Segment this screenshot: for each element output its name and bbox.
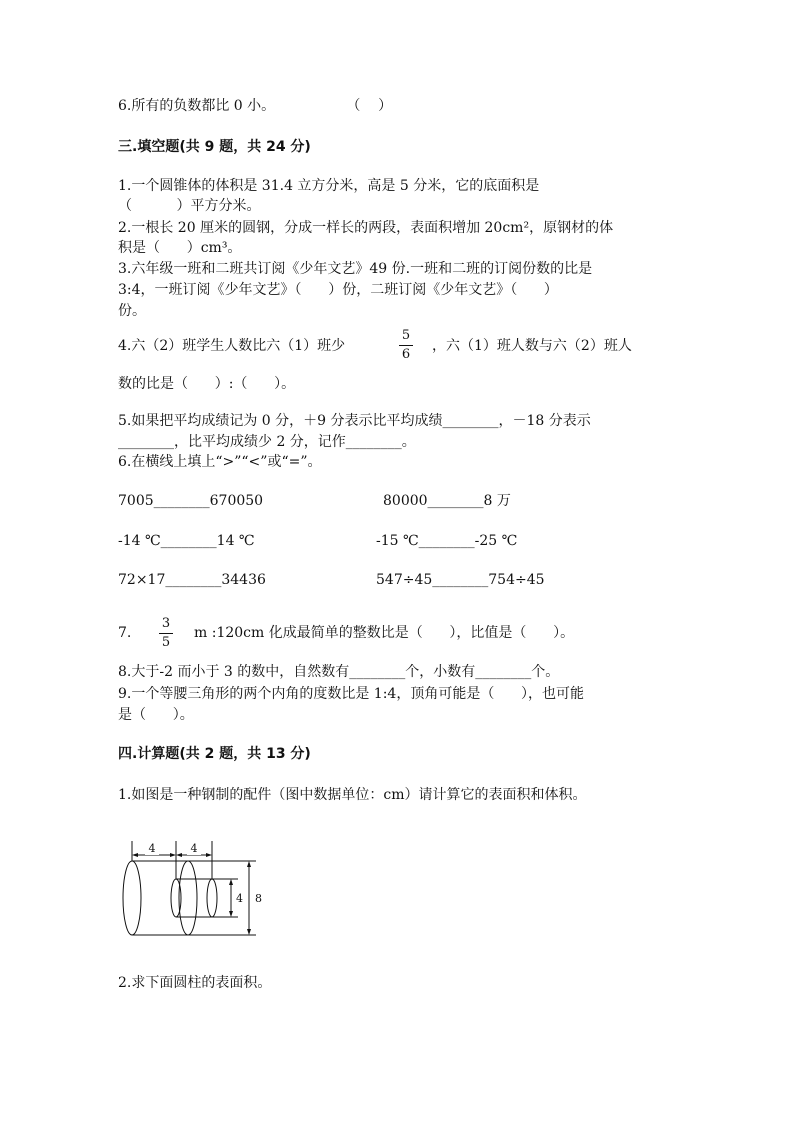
section-3-title: 三.填空题(共 9 题，共 24 分) bbox=[118, 139, 311, 155]
fill-q7-fraction bbox=[159, 617, 173, 650]
compare-row-1-left: 7005________670050 bbox=[118, 493, 264, 509]
fill-q2-line1: 2.一根长 20 厘米的圆钢，分成一样长的两段，表面积增加 20cm²，原钢材的体 bbox=[118, 220, 614, 236]
fill-q9-line2: 是（ ）。 bbox=[118, 707, 194, 723]
dim-label-outer-diameter: 8 bbox=[255, 892, 262, 905]
steel-part-diagram bbox=[118, 833, 270, 941]
fill-q1-line1: 1.一个圆锥体的体积是 31.4 立方分米，高是 5 分米，它的底面积是 bbox=[118, 178, 540, 194]
fill-q7-number: 7. bbox=[118, 625, 132, 641]
fill-q3-line3: 份。 bbox=[118, 303, 146, 319]
fill-q8: 8.大于-2 而小于 3 的数中，自然数有________个，小数有________个。 bbox=[118, 664, 560, 680]
fill-q9-line1: 9.一个等腰三角形的两个内角的度数比是 1:4，顶角可能是（ ），也可能 bbox=[118, 686, 585, 702]
fraction-numerator: 5 bbox=[401, 328, 411, 343]
fraction-denominator: 5 bbox=[161, 635, 171, 650]
compare-row-1-right: 80000________8 万 bbox=[383, 493, 511, 509]
fill-q5-line2: ________，比平均成绩少 2 分，记作________。 bbox=[118, 434, 416, 450]
compare-row-2-left: -14 ℃________14 ℃ bbox=[118, 533, 255, 549]
fraction-numerator: 3 bbox=[161, 616, 171, 631]
fraction-denominator: 6 bbox=[401, 347, 411, 362]
fill-q1-line2: （ ）平方分米。 bbox=[118, 198, 261, 214]
compare-row-2-right: -15 ℃________-25 ℃ bbox=[376, 533, 518, 549]
fill-q2-line2: 积是（ ）cm³。 bbox=[118, 240, 242, 256]
compare-row-3-left: 72×17________34436 bbox=[118, 572, 266, 588]
section-4-title: 四.计算题(共 2 题，共 13 分) bbox=[118, 746, 311, 762]
fill-q7-text: m :120cm 化成最简单的整数比是（ ），比值是（ ）。 bbox=[194, 625, 575, 641]
dim-label-length-2: 4 bbox=[190, 842, 198, 855]
fill-q3-line1: 3.六年级一班和二班共订阅《少年文艺》49 份.一班和二班的订阅份数的比是 bbox=[118, 261, 593, 277]
calc-q2: 2.求下面圆柱的表面积。 bbox=[118, 975, 272, 991]
steel-part-svg bbox=[118, 833, 270, 941]
question-6-true-false: 6.所有的负数都比 0 小。 （ ） bbox=[118, 98, 393, 114]
fraction-bar bbox=[399, 345, 413, 346]
fill-q5-line1: 5.如果把平均成绩记为 0 分，＋9 分表示比平均成绩________，－18 分表示 bbox=[118, 413, 591, 429]
fraction-bar bbox=[159, 633, 173, 634]
fill-q3-line2: 3:4，一班订阅《少年文艺》（ ）份，二班订阅《少年文艺》（ ） bbox=[118, 282, 558, 298]
calc-q1: 1.如图是一种钢制的配件（图中数据单位：cm）请计算它的表面积和体积。 bbox=[118, 787, 587, 803]
fill-q4-text-a: 4.六（2）班学生人数比六（1）班少 bbox=[118, 338, 346, 354]
compare-row-3-right: 547÷45________754÷45 bbox=[376, 572, 545, 588]
fill-q6-instruction: 6.在横线上填上“>”“<”或“=”。 bbox=[118, 454, 322, 470]
fill-q4-text-c: 数的比是（ ）:（ ）。 bbox=[118, 376, 296, 392]
dim-label-length-1: 4 bbox=[148, 842, 156, 855]
fill-q4-fraction bbox=[399, 329, 413, 362]
dim-label-inner-diameter: 4 bbox=[236, 892, 243, 905]
fill-q4-text-b: ，六（1）班人数与六（2）班人 bbox=[432, 338, 632, 354]
